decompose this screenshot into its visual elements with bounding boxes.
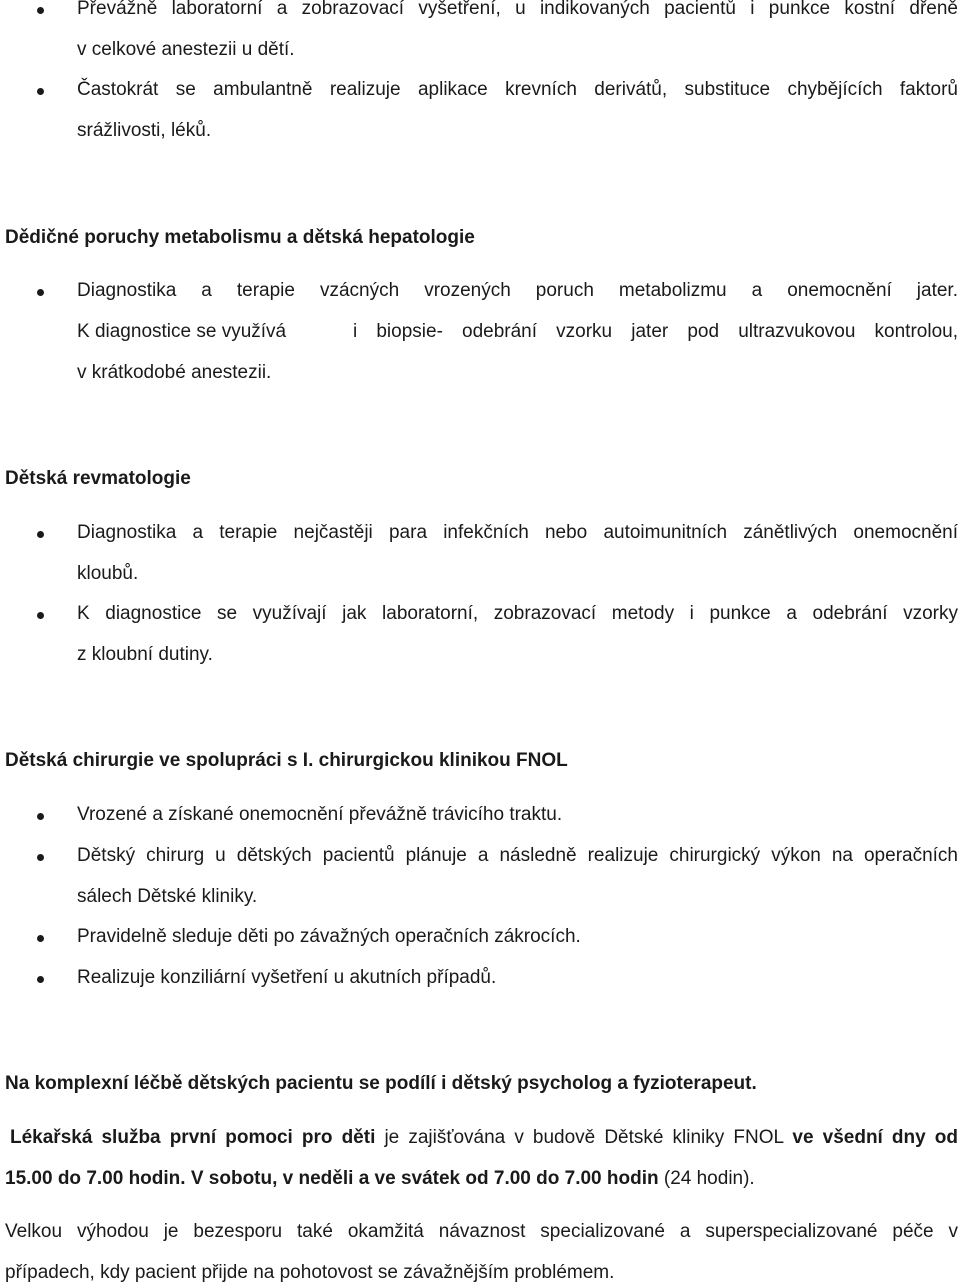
surgery-bullet-2-line1: Dětský chirurg u dětských pacientů plánuje a následně realizuje chirurgický výkon na operačních: [77, 845, 958, 866]
surgery-bullet-3: Pravidelně sleduje děti po závažných operačních zákrocích.: [77, 926, 581, 947]
bullet-icon: [37, 854, 44, 861]
complex-care-note: Na komplexní léčbě dětských pacientu se podílí i dětský psycholog a fyzioterapeut.: [5, 1073, 757, 1094]
rheumatology-bullet-2-line1: K diagnostice se využívají jak laboratorní, zobrazovací metody i punkce a odebrání vzorky: [77, 603, 958, 624]
bullet-icon: [37, 813, 44, 820]
closing-line2: případech, kdy pacient přijde na pohotovost se závažnějším problémem.: [5, 1262, 615, 1283]
intro-bullet-2-line2: srážlivosti, léků.: [77, 120, 212, 141]
rheumatology-bullet-1-line1: Diagnostika a terapie nejčastěji para infekčních nebo autoimunitních zánětlivých onemocnění: [77, 522, 958, 543]
metabolism-line3: v krátkodobé anestezii.: [77, 362, 272, 383]
first-aid-line1: [10, 1125, 958, 1151]
closing-line1: Velkou výhodou je bezesporu také okamžitá návaznost specializované a superspecializované péče v: [5, 1221, 958, 1242]
surgery-bullet-4: Realizuje konziliární vyšetření u akutních případů.: [77, 967, 497, 988]
rheumatology-bullet-1-line2: kloubů.: [77, 563, 139, 584]
bullet-icon: [37, 88, 44, 95]
first-aid-line2: [5, 1166, 958, 1192]
intro-bullet-2-line1: Častokrát se ambulantně realizuje aplikace krevních derivátů, substituce chybějících faktorů: [77, 79, 958, 100]
bullet-icon: [37, 935, 44, 942]
section-heading-rheumatology: Dětská revmatologie: [5, 468, 191, 489]
first-aid-weekday-hours-label: ve všední dny od: [792, 1127, 958, 1148]
metabolism-bullet-line1: Diagnostika a terapie vzácných vrozených poruch metabolizmu a onemocnění jater.: [77, 280, 958, 301]
bullet-icon: [37, 7, 44, 14]
surgery-bullet-2-line2: sálech Dětské kliniky.: [77, 886, 258, 907]
bullet-icon: [37, 612, 44, 619]
intro-bullet-1-line1: Převážně laboratorní a zobrazovací vyšetření, u indikovaných pacientů i punkce kostní dřeně: [77, 0, 958, 19]
rheumatology-bullet-2-line2: z kloubní dutiny.: [77, 644, 213, 665]
bullet-icon: [37, 289, 44, 296]
bullet-icon: [37, 531, 44, 538]
metabolism-line2-part1: K diagnostice se využívá: [77, 321, 287, 342]
intro-bullet-1-line2: v celkové anestezii u dětí.: [77, 39, 295, 60]
first-aid-hours-note: (24 hodin).: [663, 1168, 755, 1189]
bullet-icon: [37, 976, 44, 983]
first-aid-hours: 15.00 do 7.00 hodin. V sobotu, v neděli a ve svátek od 7.00 do 7.00 hodin: [5, 1168, 659, 1189]
section-heading-surgery: Dětská chirurgie ve spolupráci s I. chirurgickou klinikou FNOL: [5, 750, 568, 771]
first-aid-location: je zajišťována v budově Dětské kliniky FNOL: [384, 1127, 784, 1148]
first-aid-service-name: Lékařská služba první pomoci pro děti: [10, 1127, 376, 1148]
metabolism-line2-part2: i biopsie- odebrání vzorku jater pod ultrazvukovou kontrolou,: [353, 321, 958, 342]
section-heading-metabolism: Dědičné poruchy metabolismu a dětská hepatologie: [5, 227, 475, 248]
surgery-bullet-1: Vrozené a získané onemocnění převážně trávicího traktu.: [77, 804, 563, 825]
